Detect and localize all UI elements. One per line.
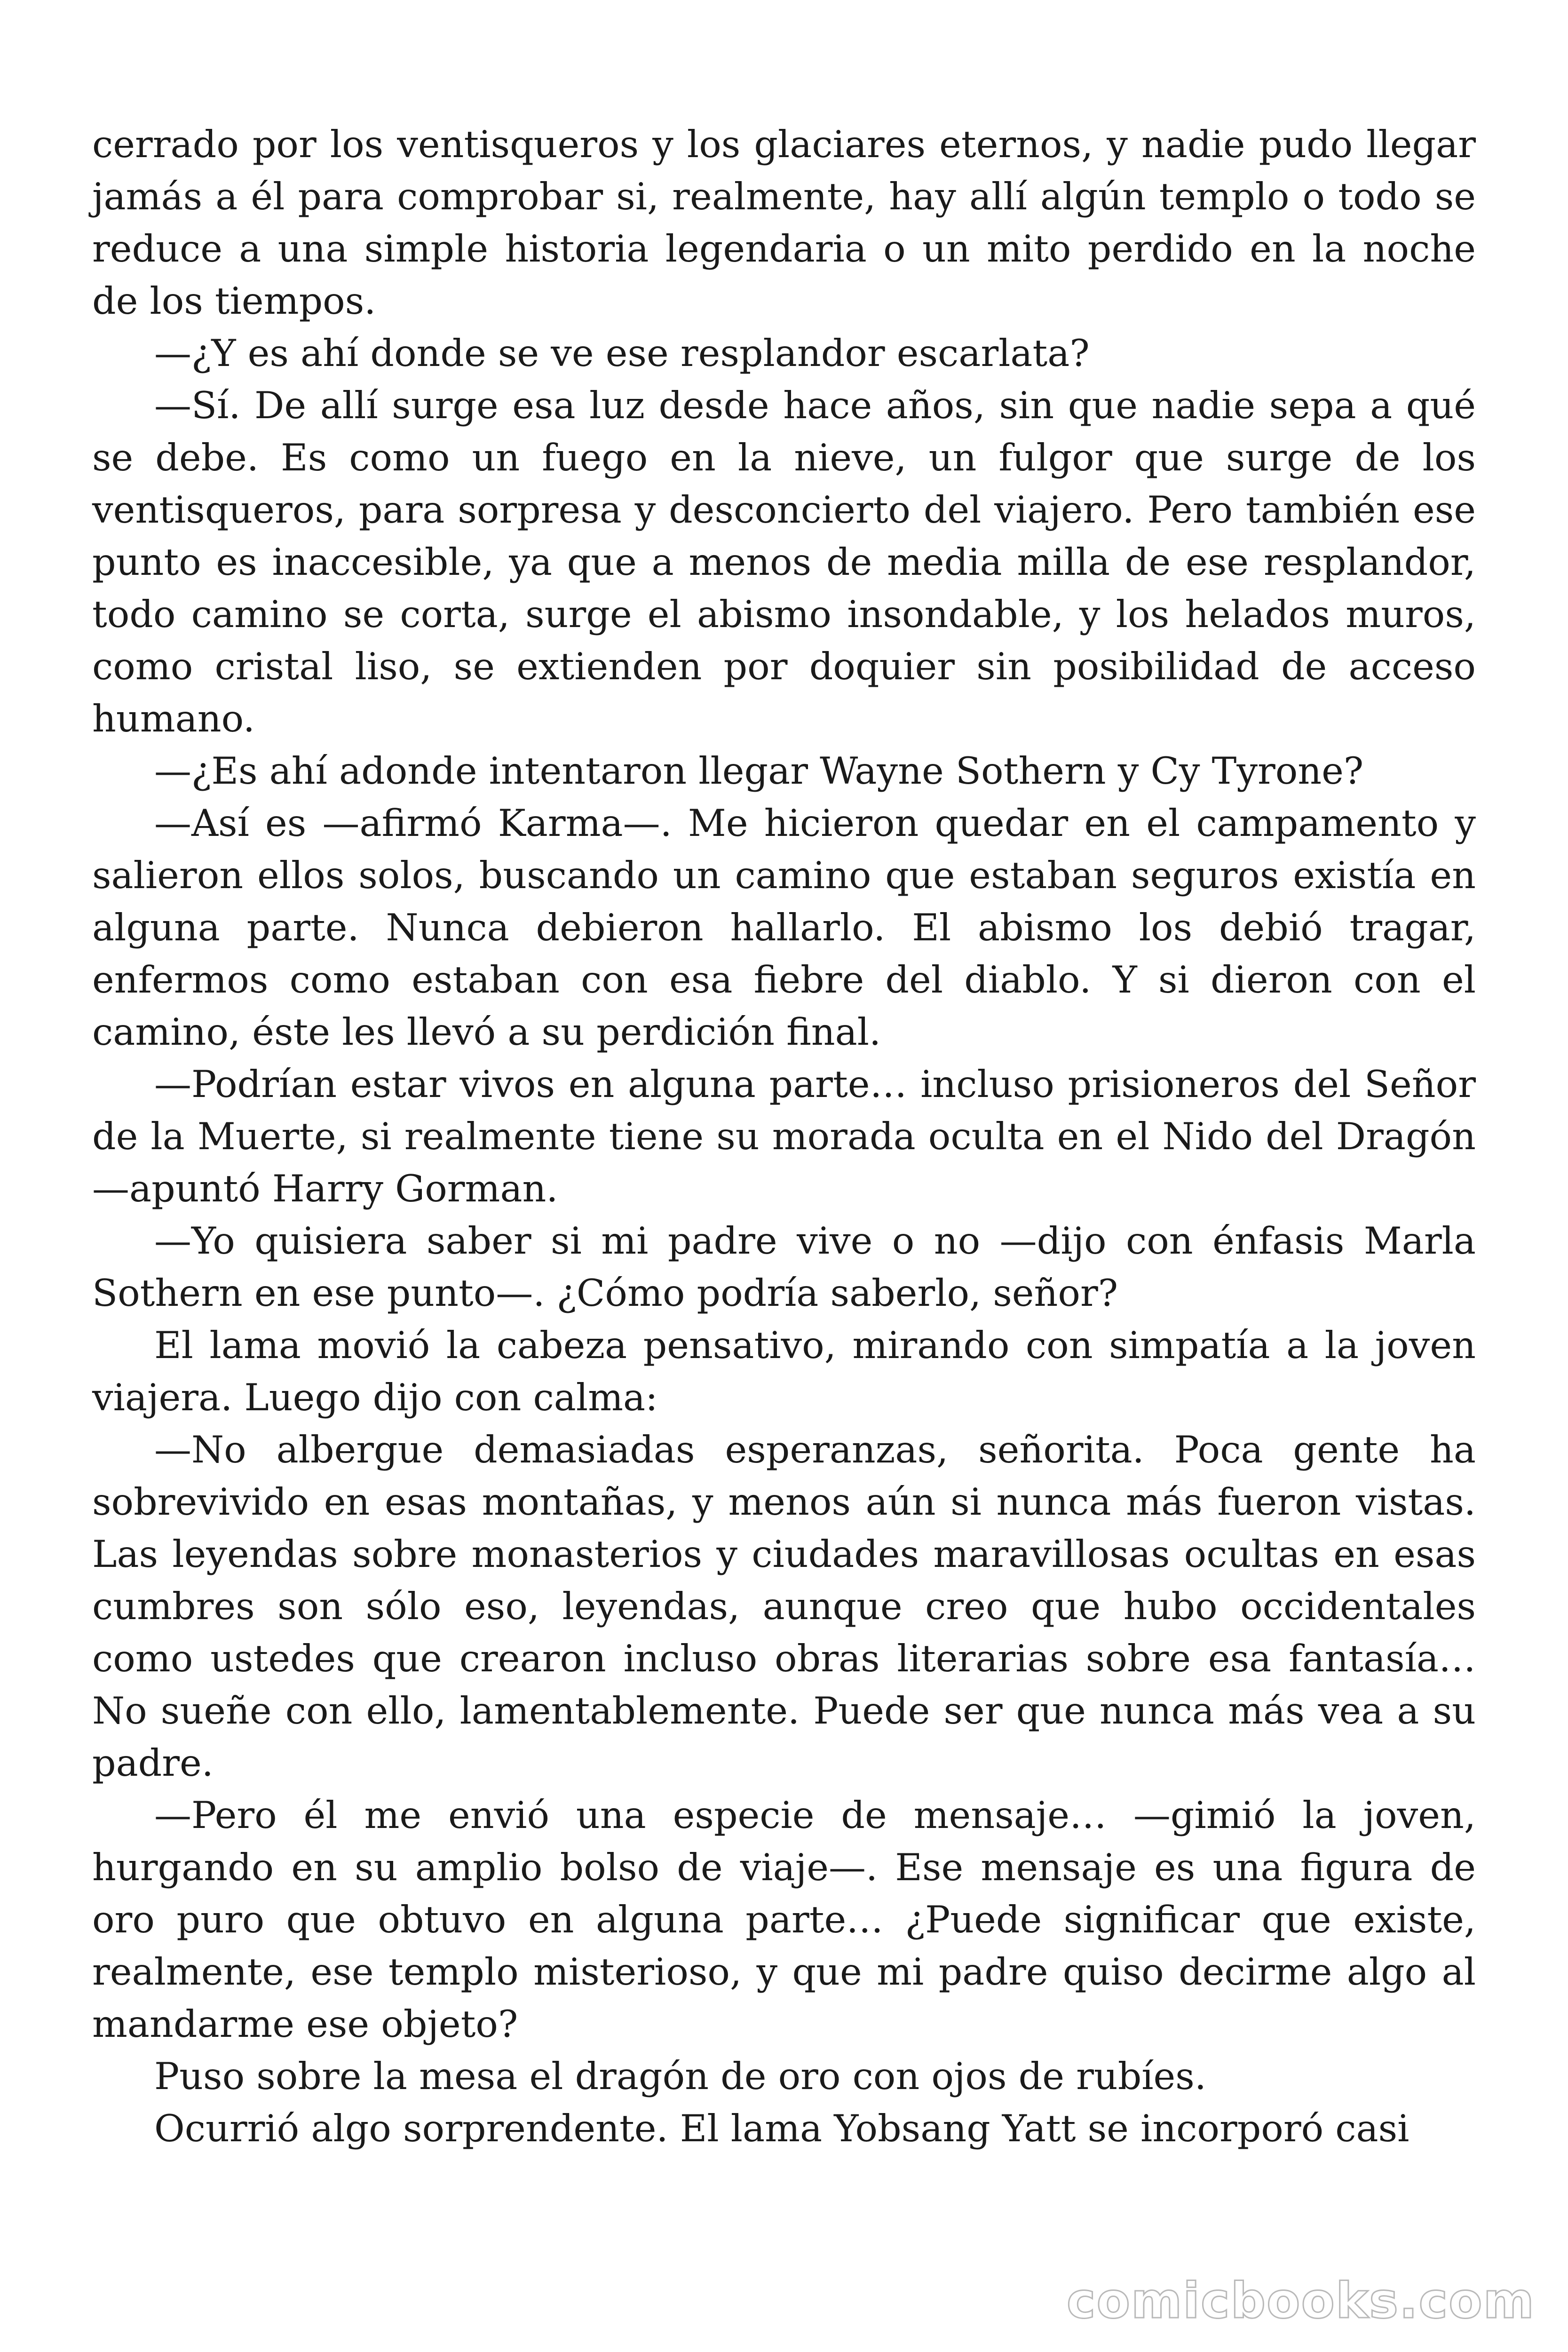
paragraph-11: Puso sobre la mesa el dragón de oro con ojos de rubíes. bbox=[154, 2055, 1206, 2098]
paragraph-6: —Podrían estar vivos en alguna parte… incluso prisioneros del Señor de la Muerte, si realmente tiene su morada oculta en el Nido del Dragón —apuntó Harry Gorman. bbox=[92, 1063, 1476, 1210]
paragraph-5: —Así es —afirmó Karma—. Me hicieron quedar en el campamento y salieron ellos solos, buscando un camino que estaban seguros existía en alguna parte. Nunca debieron hallarlo. El abismo los debió tragar, enfermos como estaban con esa fiebre del diablo. Y si dieron con el camino, éste les llevó a su perdición final. bbox=[92, 802, 1476, 1054]
watermark: comicbooks.com bbox=[1066, 2272, 1535, 2329]
paragraph-10: —Pero él me envió una especie de mensaje… —gimió la joven, hurgando en su amplio bolso de viaje—. Ese mensaje es una figura de oro puro que obtuvo en alguna parte… ¿Puede significar que existe, realmente, ese templo misterioso, y que mi padre quiso decirme algo al mandarme ese objeto? bbox=[92, 1794, 1476, 2046]
paragraph-1: cerrado por los ventisqueros y los glaciares eternos, y nadie pudo llegar jamás a él para comprobar si, realmente, hay allí algún templo o todo se reduce a una simple historia legendaria o un mito perdido en la noche de los tiempos. bbox=[92, 123, 1476, 323]
paragraph-8: El lama movió la cabeza pensativo, mirando con simpatía a la joven viajera. Luego dijo con calma: bbox=[92, 1324, 1476, 1419]
page-text bbox=[92, 119, 1476, 2155]
paragraph-9: —No albergue demasiadas esperanzas, señorita. Poca gente ha sobrevivido en esas montañas, y menos aún si nunca más fueron vistas. Las leyendas sobre monasterios y ciudades maravillosas ocultas en esas cumbres son sólo eso, leyendas, aunque creo que hubo occidentales como ustedes que crearon incluso obras literarias sobre esa fantasía… No sueñe con ello, lamentablemente. Puede ser que nunca más vea a su padre. bbox=[92, 1428, 1476, 1785]
paragraph-12: Ocurrió algo sorprendente. El lama Yobsang Yatt se incorporó casi bbox=[154, 2107, 1410, 2150]
paragraph-7: —Yo quisiera saber si mi padre vive o no —dijo con énfasis Marla Sothern en ese punto—. ¿Cómo podría saberlo, señor? bbox=[92, 1219, 1476, 1315]
paragraph-3: —Sí. De allí surge esa luz desde hace años, sin que nadie sepa a qué se debe. Es como un fuego en la nieve, un fulgor que surge de los ventisqueros, para sorpresa y desconcierto del viajero. Pero también ese punto es inaccesible, ya que a menos de media milla de ese resplandor, todo camino se corta, surge el abismo insondable, y los helados muros, como cristal liso, se extienden por doquier sin posibilidad de acceso humano. bbox=[92, 384, 1476, 740]
paragraph-4: —¿Es ahí adonde intentaron llegar Wayne Sothern y Cy Tyrone? bbox=[154, 749, 1364, 793]
paragraph-2: —¿Y es ahí donde se ve ese resplandor escarlata? bbox=[154, 332, 1090, 375]
